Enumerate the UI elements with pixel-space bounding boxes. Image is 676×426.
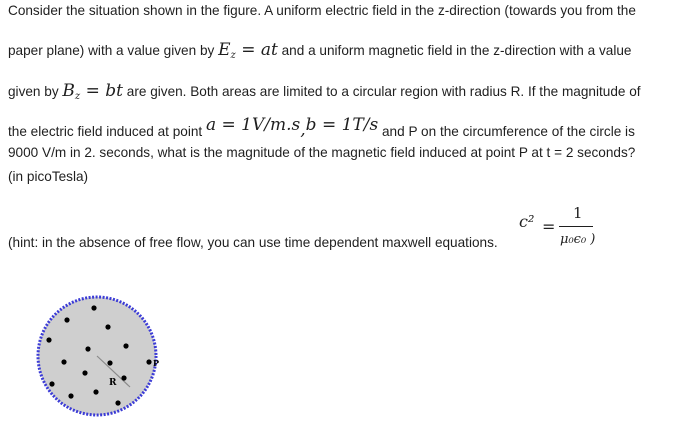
equals-sign: =	[542, 217, 556, 236]
question-line-4-post: and P on the circumference of the circle is	[382, 124, 635, 139]
field-dot	[61, 359, 66, 364]
question-line-5: 9000 V/m in 2. seconds, what is the magnitude of the magnetic field induced at point P at t = 2 seconds?	[8, 145, 636, 160]
question-line-1: Consider the situation shown in the figure. A uniform electric field in the z-direction (towards you from the	[8, 3, 636, 18]
e-subscript: z	[230, 50, 236, 61]
field-dot	[82, 370, 87, 375]
point-p-label: P	[153, 358, 160, 368]
field-dot	[146, 359, 151, 364]
field-dot	[107, 360, 112, 365]
field-dot	[105, 324, 110, 329]
b-symbol: B	[62, 81, 75, 101]
hint-text: (hint: in the absence of free flow, you can use time dependent maxwell equations.	[8, 235, 498, 250]
field-dot	[64, 317, 69, 322]
field-dot	[93, 389, 98, 394]
b-rhs: = bt	[85, 81, 123, 101]
question-line-6: (in picoTesla)	[8, 169, 89, 184]
b-subscript: z	[74, 91, 81, 102]
question-line-2-pre: paper plane) with a value given by	[8, 43, 215, 58]
question-line-4-comma: ,	[300, 120, 306, 140]
radius-label: R	[109, 378, 117, 388]
e-rhs: = at	[241, 40, 278, 60]
question-line-3-post: are given. Both areas are limited to a circular region with radius R. If the magnitude of	[126, 84, 641, 99]
c-squared: c²	[519, 212, 535, 231]
fraction-numerator: 1	[573, 204, 583, 222]
field-dot	[49, 381, 54, 386]
formula-a-value: a = 1V/m.s	[206, 115, 301, 135]
e-symbol: E	[218, 40, 231, 60]
field-dot	[85, 346, 90, 351]
fraction-denominator: μ₀ϵ₀ )	[560, 232, 596, 247]
field-dot	[46, 337, 51, 342]
question-line-2-post: and a uniform magnetic field in the z-direction with a value	[281, 43, 632, 58]
question-line-3-pre: given by	[8, 84, 59, 99]
field-dot	[91, 305, 96, 310]
field-dot	[121, 375, 126, 380]
field-dot	[115, 400, 120, 405]
formula-b-value: b = 1T/s	[305, 115, 379, 135]
field-dot	[123, 343, 128, 348]
question-line-4-pre: the electric field induced at point	[8, 124, 203, 139]
field-dot	[68, 393, 73, 398]
